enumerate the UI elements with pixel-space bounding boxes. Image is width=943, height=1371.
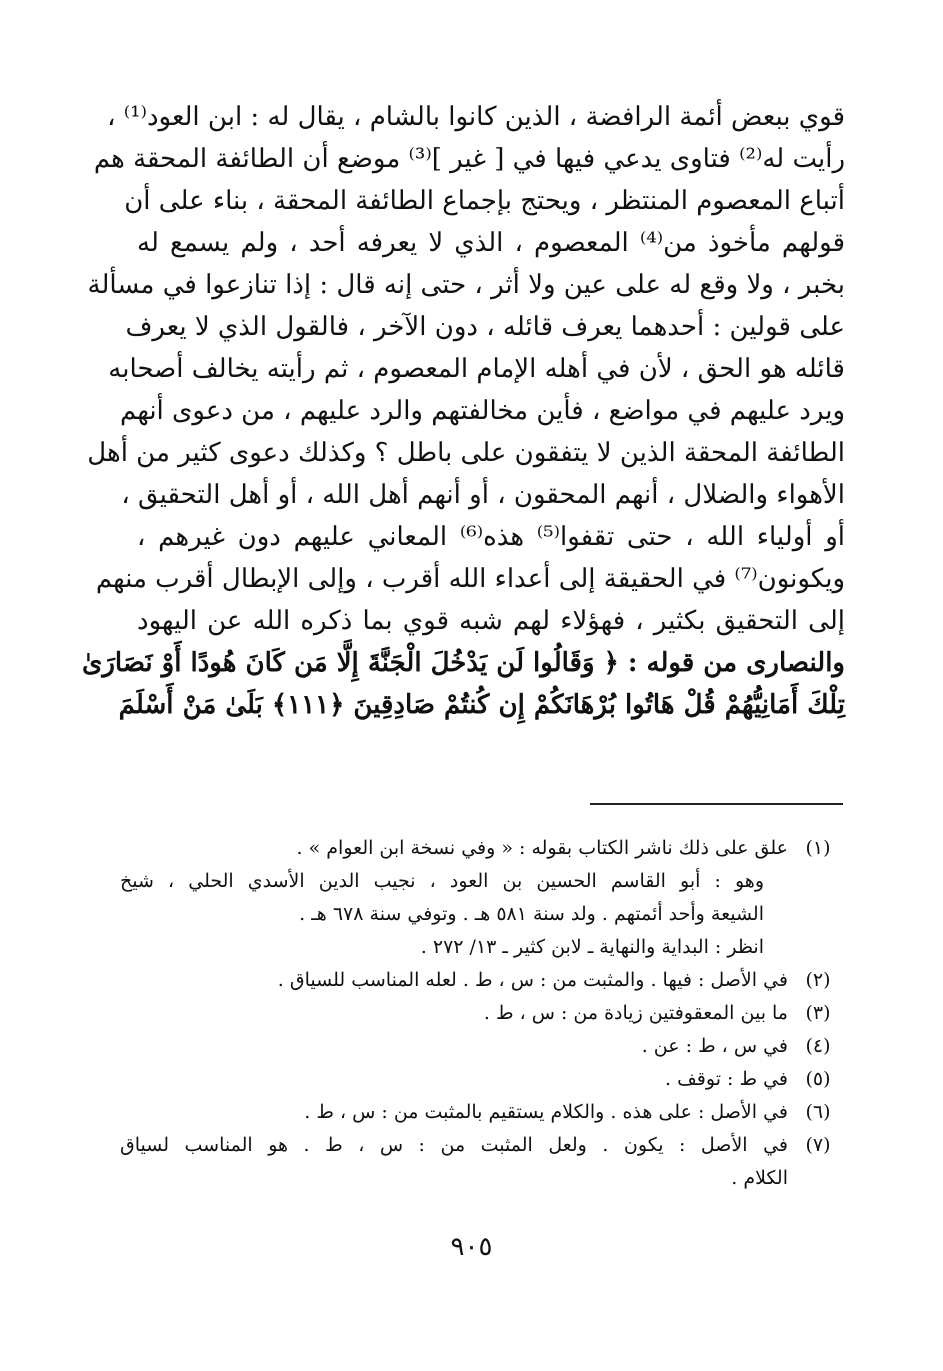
footnote-text: في الأصل : فيها . والمثبت من : س ، ط . لعله المناسب للسياق . xyxy=(277,969,788,991)
main-text xyxy=(82,96,845,726)
text-line: قوي ببعض أئمة الرافضة ، الذين كانوا بالشام ، يقال له : ابن العود⁽¹⁾ ، xyxy=(107,102,845,132)
text-line: قولهم مأخوذ من⁽⁴⁾ المعصوم ، الذي لا يعرفه أحد ، ولم يسمع له xyxy=(137,228,845,258)
footnote-text: في الأصل : على هذه . والكلام يستقيم بالمثبت من : س ، ط . xyxy=(304,1101,788,1123)
footnote-text: في الأصل : يكون . ولعل المثبت من : س ، ط . هو المناسب لسياق xyxy=(120,1134,788,1156)
footnote-1-continuation xyxy=(120,865,840,964)
footnote-text: في ط : توقف . xyxy=(665,1068,788,1090)
footnote-5 xyxy=(120,1063,840,1096)
text-line: الأهواء والضلال ، أنهم المحقون ، أو أنهم أهل الله ، أو أهل التحقيق ، xyxy=(121,480,845,510)
quran-verse-line: والنصارى من قوله : ﴿ وَقَالُوا لَن يَدْخُلَ الْجَنَّةَ إِلَّا مَن كَانَ هُودًا أَوْ نَصَارَىٰ xyxy=(82,648,845,678)
page-number: ٩٠٥ xyxy=(450,1232,493,1262)
footnote-text: ما بين المعقوفتين زيادة من : س ، ط . xyxy=(483,1002,788,1024)
footnote-6 xyxy=(120,1096,840,1129)
text-line: إلى التحقيق بكثير ، فهؤلاء لهم شبه قوي بما ذكره الله عن اليهود xyxy=(137,606,845,636)
footnote-1 xyxy=(120,832,840,865)
text-line: أو أولياء الله ، حتى تقفوا⁽⁵⁾ هذه⁽⁶⁾ المعاني عليهم دون غيرهم ، xyxy=(137,522,845,552)
text-line: ويرد عليهم في مواضع ، فأين مخالفتهم والرد عليهم ، من دعوى أنهم xyxy=(120,396,845,426)
footnote-number: (٥) xyxy=(805,1068,831,1090)
text-line: ويكونون⁽⁷⁾ في الحقيقة إلى أعداء الله أقرب ، وإلى الإبطال أقرب منهم xyxy=(95,564,845,594)
footnote-text: الكلام . xyxy=(731,1167,788,1189)
footnote-separator xyxy=(590,803,843,805)
footnote-number: (١) xyxy=(805,837,831,859)
footnote-text: علق على ذلك ناشر الكتاب بقوله : « وفي نسخة ابن العوام » . xyxy=(296,837,788,859)
footnote-text: الشيعة وأحد أئمتهم . ولد سنة ٥٨١ هـ . وتوفي سنة ٦٧٨ هـ . xyxy=(299,903,764,925)
footnote-text: في س ، ط : عن . xyxy=(641,1035,788,1057)
text-line: الطائفة المحقة الذين لا يتفقون على باطل ؟ وكذلك دعوى كثير من أهل xyxy=(87,438,845,468)
text-line: قائله هو الحق ، لأن في أهله الإمام المعصوم ، ثم رأيته يخالف أصحابه xyxy=(108,354,845,384)
footnote-number: (٦) xyxy=(805,1101,831,1123)
footnote-number: (٤) xyxy=(805,1035,831,1057)
quran-verse-line: تِلْكَ أَمَانِيُّهُمْ قُلْ هَاتُوا بُرْهَانَكُمْ إِن كُنتُمْ صَادِقِينَ ﴿١١١﴾ بَلَىٰ مَنْ أَسْلَمَ xyxy=(118,690,845,720)
text-line: بخبر ، ولا وقع له على عين ولا أثر ، حتى إنه قال : إذا تنازعوا في مسألة xyxy=(87,270,845,300)
text-line: رأيت له⁽²⁾ فتاوى يدعي فيها في [ غير ]⁽³⁾ موضع أن الطائفة المحقة هم xyxy=(93,144,845,174)
text-line: على قولين : أحدهما يعرف قائله ، دون الآخر ، فالقول الذي لا يعرف xyxy=(125,312,845,342)
footnote-7 xyxy=(120,1129,840,1195)
footnote-4 xyxy=(120,1030,840,1063)
footnote-text: انظر : البداية والنهاية ـ لابن كثير ـ ١٣/ ٢٧٢ . xyxy=(420,936,764,958)
footnote-3 xyxy=(120,997,840,1030)
footnote-number: (٢) xyxy=(805,969,831,991)
footnote-text: وهو : أبو القاسم الحسين بن العود ، نجيب الدين الأسدي الحلي ، شيخ xyxy=(120,870,764,892)
text-line: أتباع المعصوم المنتظر ، ويحتج بإجماع الطائفة المحقة ، بناء على أن xyxy=(124,186,845,216)
footnote-number: (٣) xyxy=(805,1002,831,1024)
footnote-number: (٧) xyxy=(805,1134,831,1156)
footnote-2 xyxy=(120,964,840,997)
footnotes xyxy=(120,832,840,1195)
